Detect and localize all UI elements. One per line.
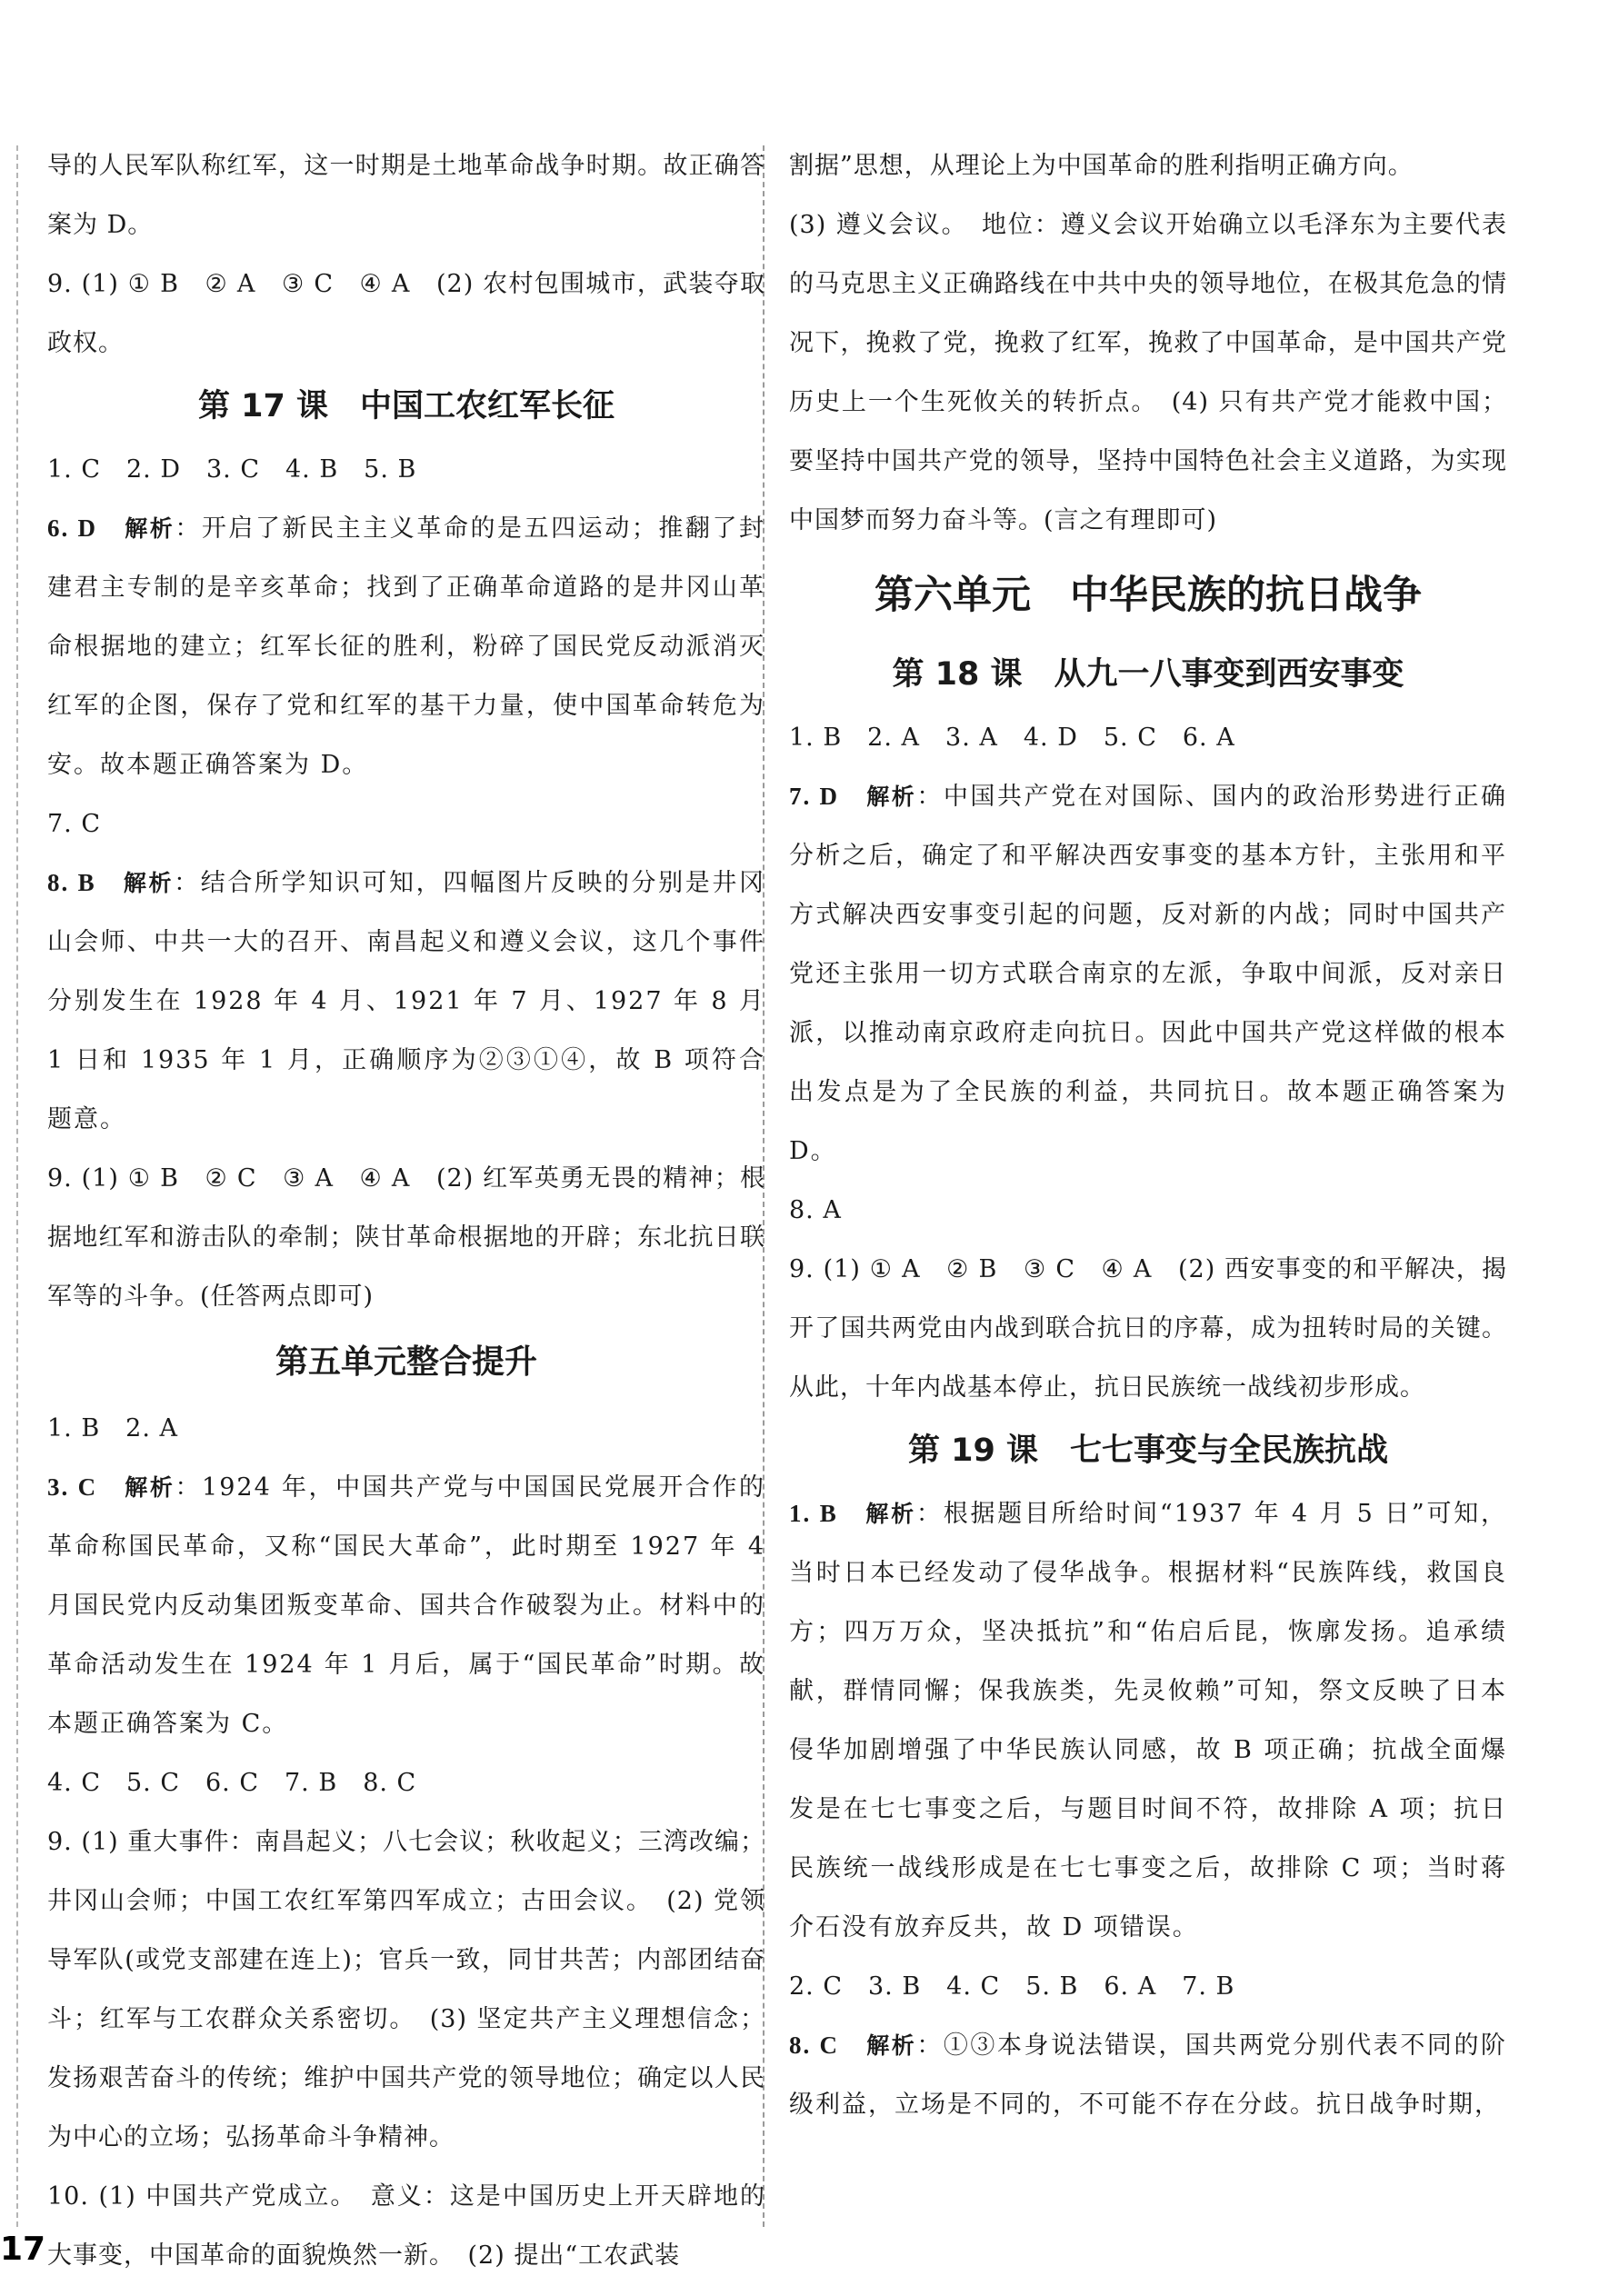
l18-answers-1-6: 1. B 2. A 3. A 4. D 5. C 6. A: [789, 724, 1235, 752]
l19-answers-2-7: 2. C 3. B 4. C 5. B 6. A 7. B: [789, 1972, 1235, 2001]
q3-answer: 3. C: [47, 1473, 98, 1501]
l17-answer-q8: [47, 854, 765, 1149]
answer-q10-part3-4: (3) 遵义会议。 地位：遵义会议开始确立以毛泽东为主要代表的马克思主义正确路线在中共中央的领导地位，在极其危急的情况下，挽救了党，挽救了红军，挽救了中国革命，是中国共产党历史上一个生死攸关的转折点。 (4) 只有共产党才能救中国；要坚持中国共产党的领导，坚持中国特色社会主义道路，为实现中国梦而努力奋斗等。(言之有理即可): [789, 211, 1507, 534]
q3-analysis-text: ：1924 年，中国共产党与中国国民党展开合作的革命称国民革命，又称“国民大革命”，此时期至 1927 年 4 月国民党内反动集团叛变革命、国共合作破裂为止。材料中的革命活动发生在 1924 年 1 月后，属于“国民革命”时期。故本题正确答案为 C。: [47, 1473, 765, 1738]
q8-answer: 8. B: [47, 869, 96, 896]
l17-answer-q7: 7. C: [47, 810, 102, 838]
analysis-label: 解析: [125, 1474, 175, 1501]
page-number: 17: [0, 2231, 46, 2268]
continued-explanation: 导的人民军队称红军，这一时期是土地革命战争时期。故正确答案为 D。: [47, 152, 765, 239]
q6-answer: 6. D: [47, 514, 98, 542]
continued-answer: 割据”思想，从理论上为中国革命的胜利指明正确方向。: [789, 152, 1414, 180]
q1-answer: 1. B: [789, 1500, 838, 1527]
analysis-label: 解析: [125, 515, 175, 542]
lesson-19-title: 第 19 课 七七事变与全民族抗战: [907, 1433, 1389, 1469]
analysis-label: 解析: [865, 1501, 916, 1527]
q1-analysis-text: ：根据题目所给时间“1937 年 4 月 5 日”可知，当时日本已经发动了侵华战争。根据材料“民族阵线，救国良方；四万万众，坚决抵抗”和“佑启后昆，恢廓发扬。追承绩献，群情同懈；保我族类，先灵攸赖”可知，祭文反映了日本侵华加剧增强了中华民族认同感，故 B 项正确；抗战全面爆发是在七七事变之后，与题目时间不符，故排除 A 项；抗日民族统一战线形成是在七七事变之后，故排除 C 项；当时蒋介石没有放弃反共，故 D 项错误。: [789, 1500, 1508, 1942]
l18-answer-q8: 8. A: [789, 1196, 842, 1224]
l18-answer-q9: 9. (1) ① A ② B ③ C ④ A (2) 西安事变的和平解决，揭开了国共两党由内战到联合抗日的序幕，成为扭转时局的关键。从此，十年内战基本停止，抗日民族统一战线初步形成。: [789, 1255, 1507, 1402]
analysis-label: 解析: [866, 2032, 917, 2059]
u5-answers-1-2: 1. B 2. A: [47, 1414, 179, 1442]
l19-answer-q1: [789, 1484, 1507, 1957]
l17-answers-1-5: 1. C 2. D 3. C 4. B 5. B: [47, 455, 417, 484]
unit-5-review-title: 第五单元整合提升: [275, 1343, 537, 1381]
q8-analysis-text: ：结合所学知识可知，四幅图片反映的分别是井冈山会师、中共一大的召开、南昌起义和遵义会议，这几个事件分别发生在 1928 年 4 月、1921 年 7 月、1927 年 8 月 1 日和 1935 年 1 月，正确顺序为②③①④，故 B 项符合题意。: [47, 869, 765, 1133]
answer-q9: 9. (1) ① B ② A ③ C ④ A (2) 农村包围城市，武装夺取政权。: [47, 270, 765, 357]
page-edge-dashed-line: [16, 145, 18, 2227]
lesson-17-title: 第 17 课 中国工农红军长征: [197, 388, 615, 424]
lesson-18-title: 第 18 课 从九一八事变到西安事变: [892, 656, 1404, 693]
l19-answer-q8: [789, 2016, 1507, 2134]
q6-analysis-text: ：开启了新民主主义革命的是五四运动；推翻了封建君主专制的是辛亥革命；找到了正确革命道路的是井冈山革命根据地的建立；红军长征的胜利，粉碎了国民党反动派消灭红军的企图，保存了党和红军的基干力量，使中国革命转危为安。故本题正确答案为 D。: [47, 514, 766, 779]
left-column: [47, 136, 765, 2285]
l18-answer-q7: [789, 767, 1507, 1181]
u5-answer-q10: 10. (1) 中国共产党成立。 意义：这是中国历史上开天辟地的大事变，中国革命的面貌焕然一新。 (2) 提出“工农武装: [47, 2182, 765, 2270]
l17-answer-q9: 9. (1) ① B ② C ③ A ④ A (2) 红军英勇无畏的精神；根据地红军和游击队的牵制；陕甘革命根据地的开辟；东北抗日联军等的斗争。(任答两点即可): [47, 1164, 765, 1311]
u5-answer-q9: 9. (1) 重大事件：南昌起义；八七会议；秋收起义；三湾改编；井冈山会师；中国工农红军第四军成立；古田会议。 (2) 党领导军队(或党支部建在连上)；官兵一致，同甘共苦；内部团结奋斗；红军与工农群众关系密切。 (3) 坚定共产主义理想信念；发扬艰苦奋斗的传统；维护中国共产党的领导地位；确定以人民为中心的立场；弘扬革命斗争精神。: [47, 1828, 765, 2151]
unit-6-title: 第六单元 中华民族的抗日战争: [874, 573, 1422, 618]
q8-analysis-text: ：①③本身说法错误，国共两党分别代表不同的阶级利益，立场是不同的，不可能不存在分歧。抗日战争时期，: [789, 2031, 1508, 2119]
u5-answer-q3: [47, 1458, 765, 1753]
l17-answer-q6: [47, 499, 765, 794]
q8-answer: 8. C: [789, 2031, 840, 2059]
u5-answers-4-8: 4. C 5. C 6. C 7. B 8. C: [47, 1769, 417, 1797]
q7-answer: 7. D: [789, 783, 840, 810]
right-column: [789, 136, 1507, 2134]
q7-analysis-text: ：中国共产党在对国际、国内的政治形势进行正确分析之后，确定了和平解决西安事变的基本方针，主张用和平方式解决西安事变引起的问题，反对新的内战；同时中国共产党还主张用一切方式联合南京的左派，争取中间派，反对亲日派，以推动南京政府走向抗日。因此中国共产党这样做的根本出发点是为了全民族的利益，共同抗日。故本题正确答案为 D。: [789, 783, 1508, 1165]
analysis-label: 解析: [866, 784, 917, 810]
analysis-label: 解析: [123, 870, 175, 896]
